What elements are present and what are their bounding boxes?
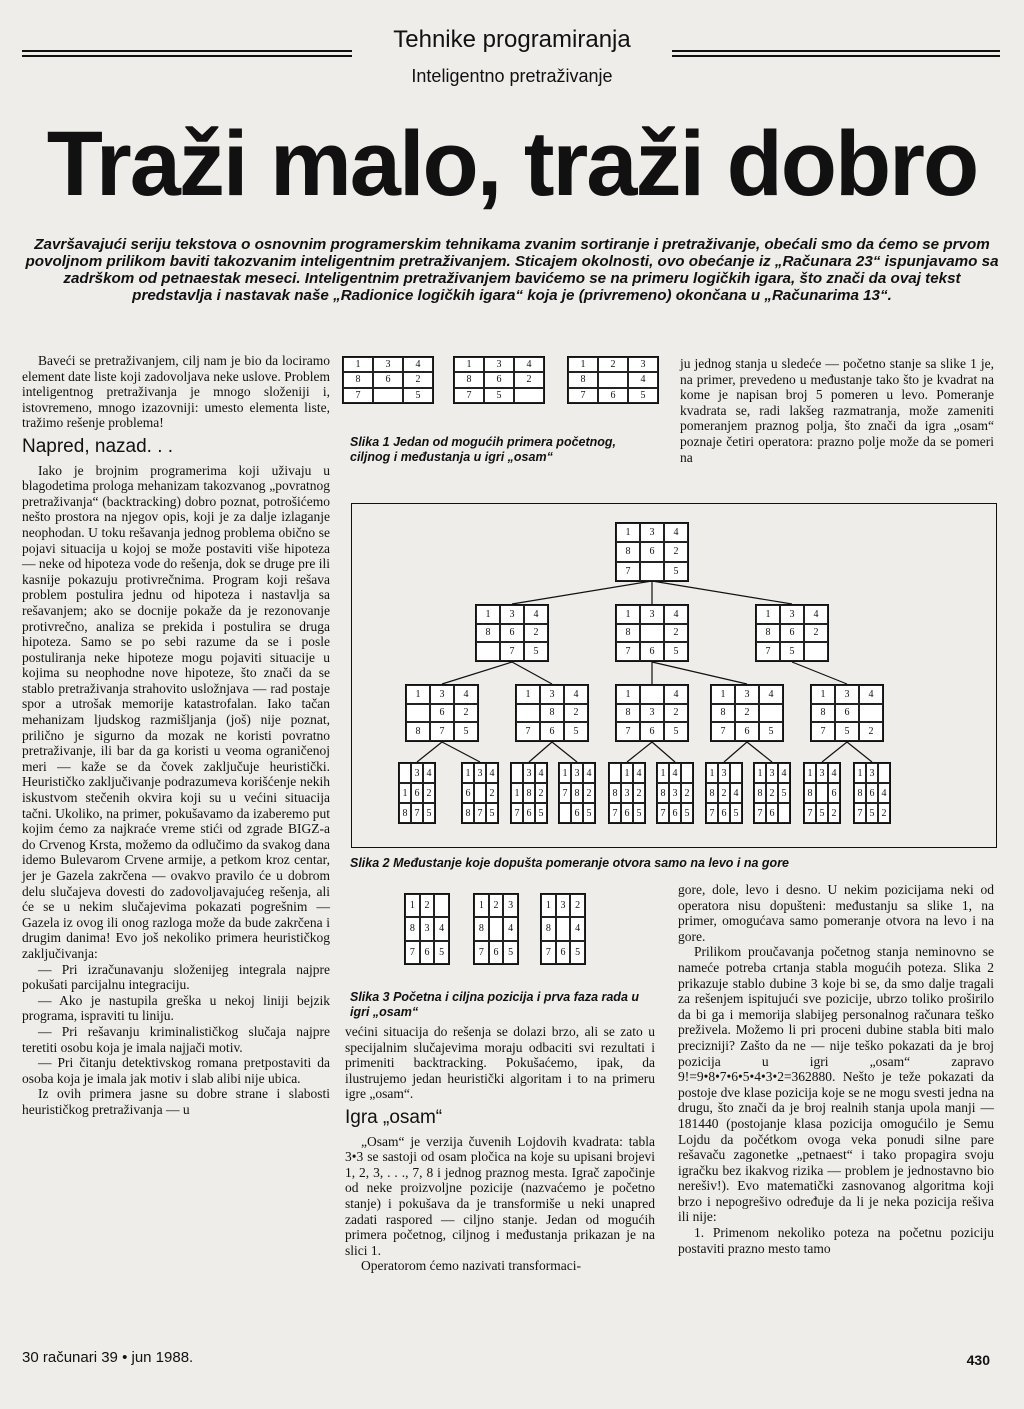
puzzle-tile: 4 (403, 357, 433, 372)
puzzle-tile: 4 (434, 917, 449, 940)
puzzle-tile: 3 (571, 763, 583, 783)
fig1-grid-goal (567, 356, 659, 404)
puzzle-tile: 4 (486, 763, 498, 783)
puzzle-tile: 1 (516, 685, 540, 704)
col1-paragraph-6: — Pri čitanju detektivskog romana pretpostaviti da osoba koja je imala jak motiv i slab alibi nije ubica. (22, 1055, 330, 1086)
puzzle-tile (514, 388, 544, 403)
puzzle-tile: 8 (405, 917, 420, 940)
puzzle-tile: 8 (399, 803, 411, 823)
puzzle-tile: 7 (541, 941, 556, 964)
puzzle-tile: 7 (516, 722, 540, 741)
puzzle-tile: 6 (484, 372, 514, 387)
puzzle-tile (373, 388, 403, 403)
puzzle-tile: 5 (759, 722, 783, 741)
puzzle-tile (609, 763, 621, 783)
puzzle-tile: 8 (804, 783, 816, 803)
puzzle-tile: 3 (500, 605, 524, 624)
puzzle-tile: 2 (486, 783, 498, 803)
puzzle-tile: 4 (633, 763, 645, 783)
puzzle-tile: 3 (420, 917, 435, 940)
puzzle-tile: 1 (804, 763, 816, 783)
puzzle-tile: 5 (423, 803, 435, 823)
header-rule-right-2 (672, 55, 1000, 57)
column-1 (22, 353, 330, 1118)
puzzle-tile: 8 (609, 783, 621, 803)
fig1-grid-intermediate (453, 356, 545, 404)
col2-heading: Igra „osam“ (345, 1106, 443, 1128)
puzzle-tile: 4 (859, 685, 883, 704)
puzzle-tile: 2 (718, 783, 730, 803)
puzzle-tile: 5 (535, 803, 547, 823)
puzzle-tile: 7 (616, 562, 640, 581)
puzzle-tile: 6 (828, 783, 840, 803)
tree-level3-node (608, 762, 646, 824)
puzzle-tile: 8 (616, 624, 640, 643)
fig2-caption: Slika 2 Međustanje koje dopušta pomeranje otvora samo na levo i na gore (350, 856, 790, 870)
puzzle-tile: 4 (664, 685, 688, 704)
section-header: Tehnike programiranja (393, 26, 631, 53)
tree-level3-node (510, 762, 548, 824)
puzzle-tile: 6 (640, 542, 664, 561)
puzzle-tile: 5 (681, 803, 693, 823)
puzzle-tile: 5 (484, 388, 514, 403)
lead-paragraph: Završavajući seriju tekstova o osnovnim programerskim tehnikama zvanim sortiranje i pretraživanje, obećali smo da ćemo se prvom povoljnom prilikom baviti takozvanim inteligentnim pretraživanjem. Sticajem okolnosti, ovo obećanje iz „Računara 23“ ispunjavamo sa zadrškom od petnaestak meseci. Inteligentnim pretraživanjem bavićemo se na primeru logičkih igara, što znači da ovaj tekst predstavlja i nastavak naše „Radionice logičkih igara“ koja je (privremeno) okončana u „Računarima 13“. (25, 236, 999, 304)
puzzle-tile: 1 (406, 685, 430, 704)
puzzle-tile: 7 (616, 722, 640, 741)
puzzle-tile: 5 (633, 803, 645, 823)
article-title: Traži malo, traži dobro (46, 113, 978, 215)
puzzle-tile: 4 (564, 685, 588, 704)
puzzle-tile: 2 (804, 624, 828, 643)
puzzle-tile: 7 (511, 803, 523, 823)
fig3-grid-1 (404, 893, 450, 965)
tree-level2-node (405, 684, 479, 742)
puzzle-tile (730, 763, 742, 783)
puzzle-tile: 7 (804, 803, 816, 823)
puzzle-tile: 8 (541, 917, 556, 940)
puzzle-tile: 1 (621, 763, 633, 783)
puzzle-tile: 1 (754, 763, 766, 783)
puzzle-tile: 8 (406, 722, 430, 741)
puzzle-tile: 3 (484, 357, 514, 372)
puzzle-tile (399, 763, 411, 783)
puzzle-tile (640, 562, 664, 581)
puzzle-tile: 3 (835, 685, 859, 704)
puzzle-tile (878, 763, 890, 783)
puzzle-tile: 2 (664, 624, 688, 643)
puzzle-tile: 4 (828, 763, 840, 783)
puzzle-tile: 2 (583, 783, 595, 803)
puzzle-tile: 2 (878, 803, 890, 823)
puzzle-tile: 6 (718, 803, 730, 823)
puzzle-tile: 7 (500, 642, 524, 661)
puzzle-tile: 4 (535, 763, 547, 783)
puzzle-tile: 7 (657, 803, 669, 823)
puzzle-tile: 2 (524, 624, 548, 643)
puzzle-tile: 5 (780, 642, 804, 661)
puzzle-tile: 6 (420, 941, 435, 964)
puzzle-tile: 1 (474, 894, 489, 917)
puzzle-tile: 3 (621, 783, 633, 803)
puzzle-tile: 2 (681, 783, 693, 803)
puzzle-tile: 6 (571, 803, 583, 823)
puzzle-tile: 8 (854, 783, 866, 803)
col3-paragraph-1: ju jednog stanja u sledeće — početno stanje sa slike 1 je, na primer, prevedeno u međustanje tako što je kvadrat na kome je napisan broj 5 pomeren u levo. Pomeranje kvadrata se, radi lakšeg razmatranja, može zameniti pomeranjem praznog polja, što znači da igra „osam“ poznaje četiri operatora: prazno polje može da se pomeri na (680, 356, 994, 465)
puzzle-tile: 6 (621, 803, 633, 823)
puzzle-tile: 2 (514, 372, 544, 387)
puzzle-tile: 3 (474, 763, 486, 783)
tree-level3-node (398, 762, 436, 824)
puzzle-tile: 4 (669, 763, 681, 783)
puzzle-tile: 6 (766, 803, 778, 823)
puzzle-tile: 7 (474, 941, 489, 964)
puzzle-tile: 2 (454, 704, 478, 723)
puzzle-tile: 7 (568, 388, 598, 403)
puzzle-tile: 1 (706, 763, 718, 783)
puzzle-tile: 8 (706, 783, 718, 803)
puzzle-tile: 6 (640, 642, 664, 661)
puzzle-tile: 6 (523, 803, 535, 823)
puzzle-tile: 4 (583, 763, 595, 783)
puzzle-tile: 6 (669, 803, 681, 823)
puzzle-tile: 4 (878, 783, 890, 803)
puzzle-tile: 7 (756, 642, 780, 661)
puzzle-tile: 6 (735, 722, 759, 741)
puzzle-tile: 8 (568, 372, 598, 387)
puzzle-tile: 1 (657, 763, 669, 783)
puzzle-tile: 6 (780, 624, 804, 643)
puzzle-tile: 1 (559, 763, 571, 783)
puzzle-tile: 1 (462, 763, 474, 783)
puzzle-tile: 3 (766, 763, 778, 783)
puzzle-tile: 3 (373, 357, 403, 372)
puzzle-tile: 5 (628, 388, 658, 403)
puzzle-tile (511, 763, 523, 783)
puzzle-tile (489, 917, 504, 940)
puzzle-tile: 2 (633, 783, 645, 803)
puzzle-tile: 3 (430, 685, 454, 704)
puzzle-tile: 1 (454, 357, 484, 372)
tree-level1-node (475, 604, 549, 662)
puzzle-tile (816, 783, 828, 803)
puzzle-tile: 2 (570, 894, 585, 917)
col1-paragraph-3: — Pri izračunavanju složenijeg integrala najpre pokušati parcijalnu integraciju. (22, 961, 330, 993)
puzzle-tile: 7 (559, 783, 571, 803)
puzzle-tile: 8 (540, 704, 564, 723)
header-rule-left-2 (22, 55, 352, 57)
puzzle-tile: 8 (616, 542, 640, 561)
puzzle-tile: 6 (556, 941, 571, 964)
puzzle-tile: 3 (640, 605, 664, 624)
puzzle-tile: 7 (454, 388, 484, 403)
tree-level3-node (753, 762, 791, 824)
puzzle-tile: 5 (816, 803, 828, 823)
puzzle-tile: 5 (454, 722, 478, 741)
puzzle-tile (516, 704, 540, 723)
col1-paragraph-2: Iako je brojnim programerima koji uživaju u blagodetima prologa mehanizam takozvanog „povratnog pretraživanja“ (backtracking) dobro poznat, potrošićemo nešto prostora na njegov opis, koji je za dalje izlaganje neophodan. U toku rešavanja jednog problema obično se pojavi situacija u kojoj se može postaviti više hipoteza — neke od hipoteza vode do rešenja, dok se druge pre ili kasnije pokazuju protivrečnima. Program koji rešava problem postulira jednu od hipoteza i nastavlja sa rešavanjem; ako se docnije pokaže da je rezonovanje protivrečno, analiza se prekida i postulira se druga hipoteza. Samo se po sebi razume da se i posle postuliranja neke hipoteze mogu pojaviti situacije u kojima su neophodne nove hipoteze, što znači da se stablo pretraživanja strahovito usložnjava — rad postaje spor a utrošak memorije katastrofalan. Iako tačan mehanizam ljudskog razmišljanja (još) nije poznat, prilično je sigurno da mozak ne koristi povratno pretraživanje, ili bar da ga koristi u veoma ograničenoj meri — kaže se da čovek zaključuje heuristički. Heurističko zaključivanje podrazumeva korišćenje nekih iskustvom stečenih okvira koji su u većini situacija tačni. Ukoliko, na primer, pokušavamo da izaberemo put kojim ćemo za najkraće vreme stići od zgrade BIGZ-a do Crvenog Krsta, možemo da odlučimo da svakog dana idemo Bulevarom Crvene armije, a petkom kroz centar, jer je Gazela zakrčena — ovakvo pravilo će u dobrom delu slučajeva dovesti do zadovoljavajućeg rešenja, ali će se u nekim slučajevima pokazati pogrešnim — Gazela iz ovog ili onog razloga može da bude zakrčena i drugim danima! Evo još nekoliko primera heurističkog zaključivanja: (22, 462, 330, 961)
puzzle-tile: 7 (430, 722, 454, 741)
puzzle-tile: 1 (616, 605, 640, 624)
tree-level1-node (755, 604, 829, 662)
col1-heading: Napred, nazad. . . (22, 435, 174, 457)
puzzle-tile: 8 (476, 624, 500, 643)
puzzle-tile: 6 (462, 783, 474, 803)
col1-paragraph-5: — Pri rešavanju kriminalističkog slučaja najpre teretiti osobu koja je imala najjači motiv. (22, 1023, 330, 1055)
puzzle-tile: 5 (403, 388, 433, 403)
column-2 (345, 1024, 655, 1274)
puzzle-tile: 1 (399, 783, 411, 803)
puzzle-tile: 6 (835, 704, 859, 723)
puzzle-tile: 2 (535, 783, 547, 803)
puzzle-tile: 1 (854, 763, 866, 783)
puzzle-tile: 3 (669, 783, 681, 803)
puzzle-tile: 5 (664, 562, 688, 581)
puzzle-tile: 5 (866, 803, 878, 823)
puzzle-tile: 5 (570, 941, 585, 964)
puzzle-tile: 7 (811, 722, 835, 741)
tree-root-node (615, 522, 689, 582)
puzzle-tile: 3 (780, 605, 804, 624)
puzzle-tile: 2 (423, 783, 435, 803)
puzzle-tile: 1 (476, 605, 500, 624)
puzzle-tile: 4 (730, 783, 742, 803)
puzzle-tile: 5 (730, 803, 742, 823)
puzzle-tile: 4 (759, 685, 783, 704)
puzzle-tile: 6 (411, 783, 423, 803)
tree-level1-node (615, 604, 689, 662)
puzzle-tile: 5 (664, 642, 688, 661)
puzzle-tile: 5 (835, 722, 859, 741)
tree-level3-node (656, 762, 694, 824)
puzzle-tile: 2 (420, 894, 435, 917)
puzzle-tile: 5 (664, 722, 688, 741)
puzzle-tile: 5 (778, 783, 790, 803)
puzzle-tile: 4 (570, 917, 585, 940)
col2-paragraph-1: većini situacija do rešenja se dolazi brzo, ali se zato u specijalnim slučajevima moraju odbaciti svi rezultati i primeniti backtracking. Pokušaćemo, ipak, da ilustrujemo jedan heuristički algoritam i to na primeru igre „osam“. (345, 1024, 655, 1102)
puzzle-tile (804, 642, 828, 661)
puzzle-tile: 2 (664, 704, 688, 723)
puzzle-tile (476, 642, 500, 661)
puzzle-tile: 1 (711, 685, 735, 704)
puzzle-tile (778, 803, 790, 823)
puzzle-tile: 7 (754, 803, 766, 823)
puzzle-tile: 2 (403, 372, 433, 387)
puzzle-tile: 7 (711, 722, 735, 741)
puzzle-tile: 6 (866, 783, 878, 803)
puzzle-tile: 6 (489, 941, 504, 964)
fig3-grid-2 (473, 893, 519, 965)
puzzle-tile: 5 (434, 941, 449, 964)
puzzle-tile: 7 (616, 642, 640, 661)
puzzle-tile: 3 (866, 763, 878, 783)
puzzle-tile: 8 (462, 803, 474, 823)
puzzle-tile: 8 (616, 704, 640, 723)
fig1-grid-initial (342, 356, 434, 404)
tree-level3-node (558, 762, 596, 824)
puzzle-tile: 4 (503, 917, 518, 940)
puzzle-tile (556, 917, 571, 940)
puzzle-tile (598, 372, 628, 387)
puzzle-tile: 5 (503, 941, 518, 964)
puzzle-tile: 8 (523, 783, 535, 803)
tree-level2-node (710, 684, 784, 742)
puzzle-tile: 3 (503, 894, 518, 917)
col1-paragraph-1: Baveći se pretraživanjem, cilj nam je bio da lociramo element date liste koji zadovoljava neke uslove. Problem inteligentnog pretraživanja je mnogo složeniji i, istovremeno, mnogo izazovniji: umesto elementa liste, tražimo rešenje problema! (22, 353, 330, 431)
puzzle-tile: 2 (489, 894, 504, 917)
puzzle-tile: 4 (664, 523, 688, 542)
puzzle-tile: 6 (640, 722, 664, 741)
puzzle-tile: 3 (523, 763, 535, 783)
puzzle-tile: 4 (524, 605, 548, 624)
puzzle-tile: 1 (811, 685, 835, 704)
puzzle-tile: 2 (828, 803, 840, 823)
puzzle-tile: 3 (540, 685, 564, 704)
col3-paragraph-4: 1. Primenom nekoliko poteza na početnu poziciju postaviti prazno mesto tamo (678, 1225, 994, 1256)
puzzle-tile: 6 (430, 704, 454, 723)
puzzle-tile: 2 (664, 542, 688, 561)
puzzle-tile: 3 (718, 763, 730, 783)
puzzle-tile: 8 (571, 783, 583, 803)
puzzle-tile: 1 (511, 783, 523, 803)
puzzle-tile: 4 (628, 372, 658, 387)
puzzle-tile: 4 (454, 685, 478, 704)
footer-issue: 30 računari 39 • jun 1988. (22, 1349, 194, 1366)
puzzle-tile: 4 (778, 763, 790, 783)
puzzle-tile: 4 (664, 605, 688, 624)
puzzle-tile (681, 763, 693, 783)
tree-level3-node (705, 762, 743, 824)
puzzle-tile: 7 (854, 803, 866, 823)
col3-paragraph-2: gore, dole, levo i desno. U nekim pozicijama neki od operatora nisu dopušteni: međustanju sa slike 1, na primer, omogućava samo pomeranje otvora na levo i na gore. (678, 882, 994, 944)
col2-paragraph-2: „Osam“ je verzija čuvenih Lojdovih kvadrata: tabla 3•3 se sastoji od osam pločica na koje su upisani brojevi 1, 2, 3, . . ., 7, 8 i jednog praznog mesta. Igrač započinje od neke proizvoljne pozicije (nazvaćemo je početno stanje) i pokušava da je transformiše u neki unapred zadati raspored — ciljno stanje. Jedan od mogućih primera početnog, ciljnog i međustanja prikazan je na slici 1. (345, 1133, 655, 1258)
puzzle-tile: 3 (640, 523, 664, 542)
puzzle-tile: 6 (500, 624, 524, 643)
puzzle-tile: 7 (474, 803, 486, 823)
tree-level3-node (853, 762, 891, 824)
col3-paragraph-3: Prilikom proučavanja početnog stanja neminovno se nameće potreba crtanja stabla mogućih poteza. Slika 2 prikazuje stablo dubine 3 koje bi se, da smo dalje tragali za rešenjem ispitujući sve pozicije, ubrzo toliko proširilo da bi ga i memorija slabijeg personalnog računara teško preživela. Možemo li pri proceni dubine stabla biti malo precizniji? Zašto da ne — nije teško pokazati da je broj pozicija u igri „osam“ zapravo 9!=9•8•7•6•5•4•3•2=362880. Nešto je teže pokazati da postoje dve klase pozicija koje se ne mogu svesti jedna na drugu, što znači da je broj realnih stanja upola manji — 181440 (postojanje klasa pozicija omogućilo je Semu Lojdu da počétkom ovoga veka ponudi silne pare rešavaču zagonetke „petnaest“ i tako propagira svoju igračku bez ikakvog rizika — problem je jednostavno bio nerešiv!). Evo matematički zasnovanog algoritma koji brzo i nepogrešivo određuje da li je neka pozicija rešiva ili nije: (678, 944, 994, 1225)
puzzle-tile (859, 704, 883, 723)
puzzle-tile: 2 (735, 704, 759, 723)
puzzle-tile (406, 704, 430, 723)
puzzle-tile: 3 (735, 685, 759, 704)
puzzle-tile: 6 (540, 722, 564, 741)
puzzle-tile: 5 (583, 803, 595, 823)
puzzle-tile: 1 (405, 894, 420, 917)
puzzle-tile: 6 (598, 388, 628, 403)
puzzle-tile: 8 (811, 704, 835, 723)
fig3-caption: Slika 3 Početna i ciljna pozicija i prva faza rada u igri „osam“ (350, 990, 640, 1019)
subsection-header: Inteligentno pretraživanje (411, 66, 613, 86)
puzzle-tile: 3 (556, 894, 571, 917)
puzzle-tile: 2 (766, 783, 778, 803)
puzzle-tile: 8 (711, 704, 735, 723)
column-3-top (680, 356, 994, 465)
puzzle-tile: 3 (816, 763, 828, 783)
puzzle-tile: 7 (706, 803, 718, 823)
puzzle-tile: 7 (411, 803, 423, 823)
puzzle-tile: 1 (616, 685, 640, 704)
fig3-grid-3 (540, 893, 586, 965)
tree-level2-node (615, 684, 689, 742)
puzzle-tile (559, 803, 571, 823)
puzzle-tile: 5 (486, 803, 498, 823)
tree-level2-node (515, 684, 589, 742)
tree-level2-node (810, 684, 884, 742)
puzzle-tile: 1 (756, 605, 780, 624)
puzzle-tile: 4 (804, 605, 828, 624)
puzzle-tile: 8 (657, 783, 669, 803)
puzzle-tile: 3 (411, 763, 423, 783)
col2-paragraph-3: Operatorom ćemo nazivati transformaci- (361, 1258, 582, 1274)
puzzle-tile: 5 (564, 722, 588, 741)
puzzle-tile: 1 (343, 357, 373, 372)
fig1-caption: Slika 1 Jedan od mogućih primera početnog, ciljnog i međustanja u igri „osam“ (350, 435, 617, 464)
puzzle-tile (759, 704, 783, 723)
column-3-bottom (678, 882, 994, 1256)
col1-paragraph-7: Iz ovih primera jasne su dobre strane i slabosti heurističkog pretraživanja — u (22, 1086, 330, 1117)
tree-level3-node (803, 762, 841, 824)
puzzle-tile: 8 (754, 783, 766, 803)
puzzle-tile: 8 (756, 624, 780, 643)
figure-2-tree (351, 503, 997, 848)
puzzle-tile: 8 (454, 372, 484, 387)
puzzle-tile (640, 624, 664, 643)
puzzle-tile: 7 (609, 803, 621, 823)
puzzle-tile (640, 685, 664, 704)
puzzle-tile: 4 (423, 763, 435, 783)
puzzle-tile: 8 (343, 372, 373, 387)
puzzle-tile: 2 (564, 704, 588, 723)
puzzle-tile: 4 (514, 357, 544, 372)
page-number: 430 (966, 1352, 990, 1368)
puzzle-tile: 7 (405, 941, 420, 964)
puzzle-tile: 7 (343, 388, 373, 403)
puzzle-tile: 8 (474, 917, 489, 940)
puzzle-tile (434, 894, 449, 917)
puzzle-tile: 1 (568, 357, 598, 372)
puzzle-tile: 5 (524, 642, 548, 661)
puzzle-tile: 1 (616, 523, 640, 542)
tree-level3-node (461, 762, 499, 824)
puzzle-tile: 3 (640, 704, 664, 723)
puzzle-tile (474, 783, 486, 803)
puzzle-tile: 2 (598, 357, 628, 372)
puzzle-tile: 3 (628, 357, 658, 372)
col1-paragraph-4: — Ako je nastupila greška u nekoj liniji bejzik programa, ispraviti tu liniju. (22, 992, 330, 1024)
puzzle-tile: 1 (541, 894, 556, 917)
puzzle-tile: 6 (373, 372, 403, 387)
puzzle-tile: 2 (859, 722, 883, 741)
